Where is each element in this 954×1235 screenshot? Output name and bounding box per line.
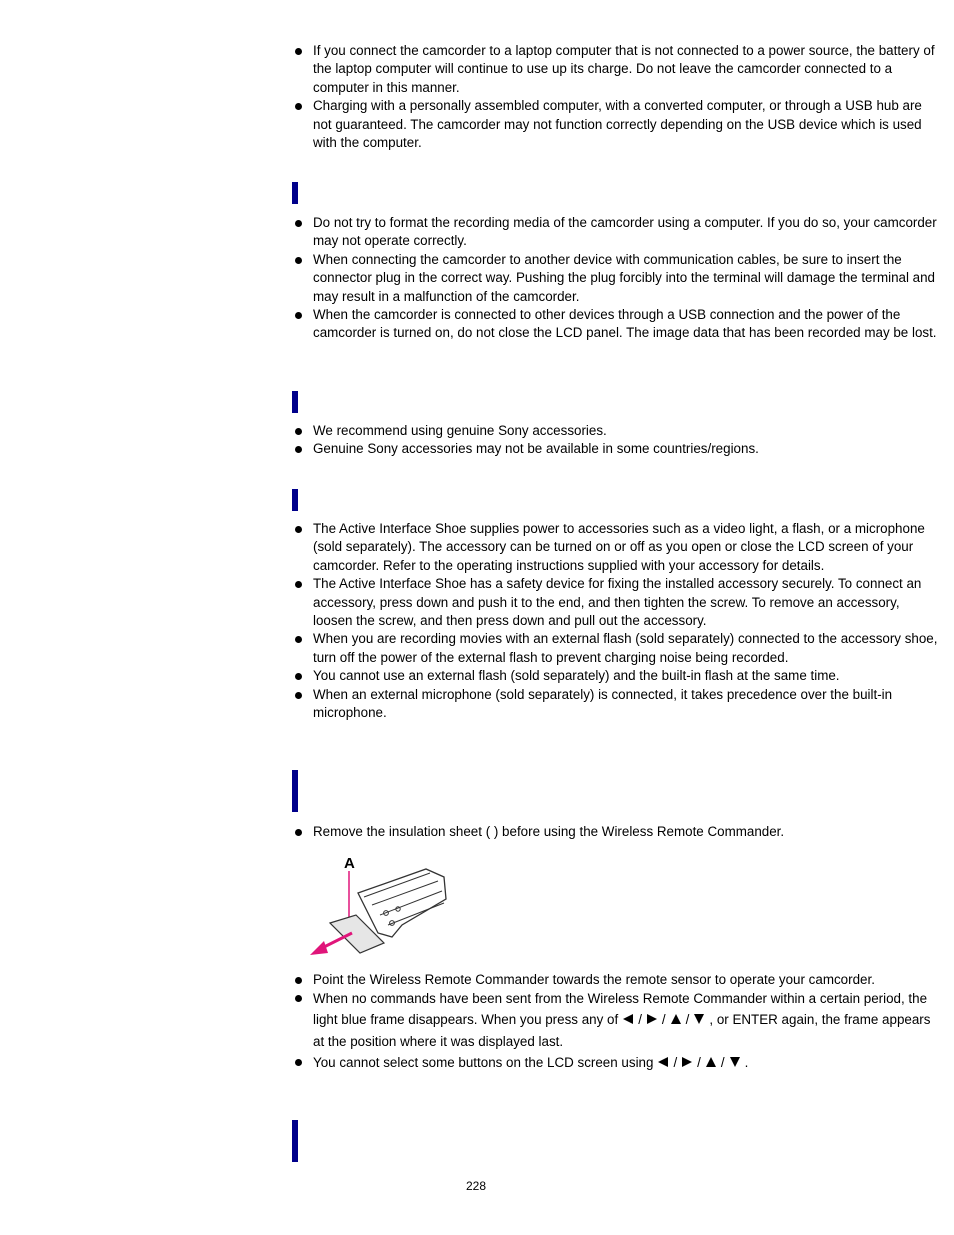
bullet-icon bbox=[295, 48, 302, 55]
bullet-icon bbox=[295, 636, 302, 643]
insulation-sheet-illustration bbox=[306, 853, 448, 959]
computer-connection-notes bbox=[292, 214, 942, 343]
right-arrow-icon bbox=[681, 1053, 693, 1074]
list-item: You cannot select some buttons on the LCD screen using / / / . bbox=[292, 1052, 942, 1074]
list-item: Genuine Sony accessories may not be available in some countries/regions. bbox=[292, 440, 942, 458]
bullet-icon bbox=[295, 257, 302, 264]
bullet-icon bbox=[295, 829, 302, 836]
list-item: Charging with a personally assembled computer, with a converted computer, or through a USB hub are not guaranteed. The camcorder may not function correctly depending on the USB device which is used with the computer. bbox=[292, 97, 942, 152]
bullet-icon bbox=[295, 673, 302, 680]
bullet-icon bbox=[295, 220, 302, 227]
remote-body bbox=[358, 869, 446, 937]
remote-commander-note-1 bbox=[292, 823, 942, 841]
list-item: Remove the insulation sheet ( ) before using the Wireless Remote Commander. bbox=[292, 823, 942, 841]
list-item: If you connect the camcorder to a laptop computer that is not connected to a power source, the battery of the laptop computer will continue to use up its charge. Do not leave the camcorder connected to a computer in this manner. bbox=[292, 42, 942, 97]
section-header-bar bbox=[292, 770, 298, 812]
accessories-notes bbox=[292, 422, 942, 459]
section-header-bar bbox=[292, 1120, 298, 1162]
list-item: When you are recording movies with an external flash (sold separately) connected to the accessory shoe, turn off the power of the external flash to prevent charging noise being recorded. bbox=[292, 630, 942, 667]
left-arrow-icon bbox=[622, 1010, 634, 1031]
down-arrow-icon bbox=[729, 1053, 741, 1074]
list-item: When the camcorder is connected to other devices through a USB connection and the power of the camcorder is turned on, do not close the LCD panel. The image data that has been recorded may be lost. bbox=[292, 306, 942, 343]
up-arrow-icon bbox=[705, 1053, 717, 1074]
bullet-icon bbox=[295, 692, 302, 699]
figure-label: A bbox=[344, 855, 355, 872]
usb-charging-notes bbox=[292, 42, 942, 152]
list-item: Point the Wireless Remote Commander towards the remote sensor to operate your camcorder. bbox=[292, 971, 942, 989]
up-arrow-icon bbox=[670, 1010, 682, 1031]
bullet-icon bbox=[295, 446, 302, 453]
bullet-icon bbox=[295, 1059, 302, 1066]
list-item: We recommend using genuine Sony accessories. bbox=[292, 422, 942, 440]
bullet-icon bbox=[295, 103, 302, 110]
list-item: When an external microphone (sold separately) is connected, it takes precedence over the built-in microphone. bbox=[292, 686, 942, 723]
section-header-bar bbox=[292, 489, 298, 511]
left-arrow-icon bbox=[657, 1053, 669, 1074]
bullet-icon bbox=[295, 312, 302, 319]
bullet-icon bbox=[295, 995, 302, 1002]
list-item: You cannot use an external flash (sold separately) and the built-in flash at the same time. bbox=[292, 667, 942, 685]
bullet-icon bbox=[295, 977, 302, 984]
right-arrow-icon bbox=[646, 1010, 658, 1031]
bullet-icon bbox=[295, 581, 302, 588]
section-header-bar bbox=[292, 391, 298, 413]
list-item: The Active Interface Shoe supplies power to accessories such as a video light, a flash, or a microphone (sold separately). The accessory can be turned on or off as you open or close the LCD screen of your camcorder. Refer to the operating instructions supplied with your accessory for details. bbox=[292, 520, 942, 575]
page-number: 228 bbox=[466, 1179, 487, 1193]
bullet-icon bbox=[295, 428, 302, 435]
list-item: The Active Interface Shoe has a safety device for fixing the installed accessory securely. To connect an accessory, press down and push it to the end, and then tighten the screw. To remove an accessory, loosen the screw, and then press down and pull out the accessory. bbox=[292, 575, 942, 630]
list-item: Do not try to format the recording media of the camcorder using a computer. If you do so, your camcorder may not operate correctly. bbox=[292, 214, 942, 251]
bullet-icon bbox=[295, 526, 302, 533]
down-arrow-icon bbox=[693, 1010, 705, 1031]
remote-commander-notes bbox=[292, 971, 942, 1074]
active-interface-shoe-notes bbox=[292, 520, 942, 722]
section-header-bar bbox=[292, 182, 298, 204]
list-item: When connecting the camcorder to another device with communication cables, be sure to insert the connector plug in the correct way. Pushing the plug forcibly into the terminal will damage the terminal and may result in a malfunction of the camcorder. bbox=[292, 251, 942, 306]
list-item: When no commands have been sent from the Wireless Remote Commander within a certain period, the light blue frame disappears. When you press any of / / / , or ENTER again, the frame appears at the position where it was displayed last. bbox=[292, 988, 942, 1052]
